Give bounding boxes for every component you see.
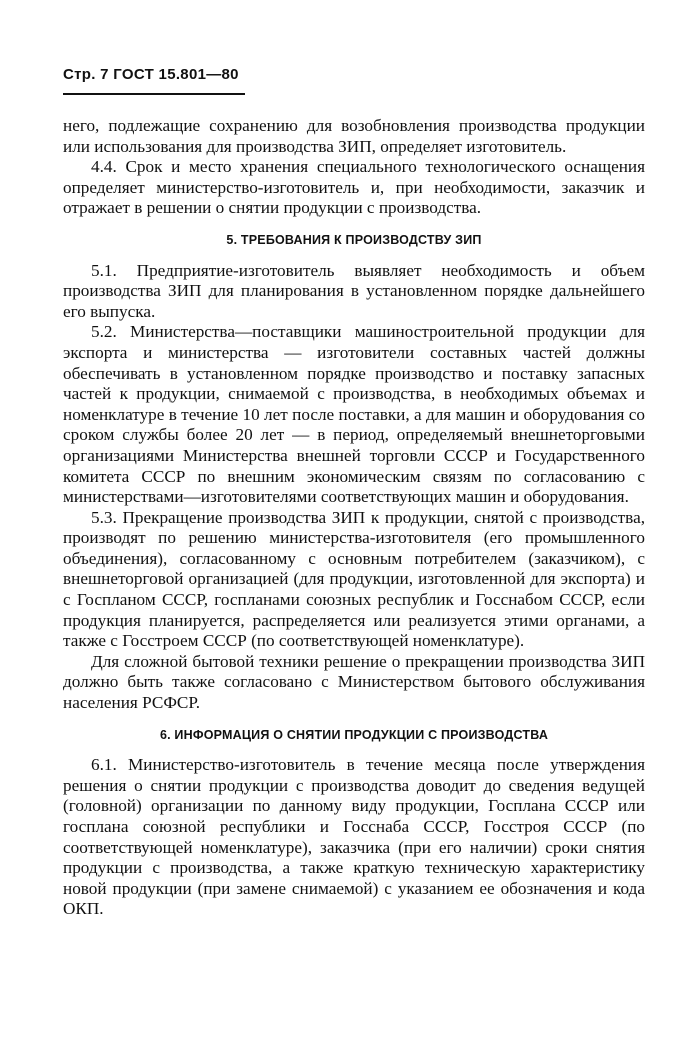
section-5-heading: 5. ТРЕБОВАНИЯ К ПРОИЗВОДСТВУ ЗИП: [226, 232, 482, 247]
paragraph-5-3-note: Для сложной бытовой техники решение о прекращении производства ЗИП должно быть также согласовано с Министерством бытового обслуживания населения РСФСР.: [63, 651, 645, 713]
page-header: Стр. 7 ГОСТ 15.801—80: [63, 66, 239, 83]
paragraph-5-1: 5.1. Предприятие-изготовитель выявляет необходимость и объем производства ЗИП для планирования в установленном порядке дальнейшего его выпуска.: [63, 260, 645, 321]
paragraph-continuation: него, подлежащие сохранению для возобновления производства продукции или использования для производства ЗИП, определяет изготовитель.: [63, 116, 645, 156]
header-rule: [63, 93, 245, 95]
document-body: [63, 116, 645, 920]
paragraph-6-1: 6.1. Министерство-изготовитель в течение месяца после утверждения решения о снятии продукции с производства доводит до сведения ведущей (головной) организации по данному виду продукции, Госплана СССР или госплана союзной республики и Госснаба СССР, Госстроя СССР (по соответствующей номенклатуре), заказчика (при его наличии) сроки снятия продукции с производства, а также краткую техническую характеристику новой продукции (при замене снимаемой) с указанием ее обозначения и кода ОКП.: [63, 755, 645, 919]
paragraph-5-3: 5.3. Прекращение производства ЗИП к продукции, снятой с производства, производят по решению министерства-изготовителя (его промышленного объединения), согласованному с основным потребителем (заказчиком), с внешнеторговой организацией (для продукции, изготовленной для экспорта) и с Госпланом СССР, госпланами союзных республик и Госснабом СССР, если продукция планируется, распределяется или реализуется этими органами, а также с Госстроем СССР (по соответствующей номенклатуре).: [63, 507, 645, 651]
paragraph-5-2: 5.2. Министерства—поставщики машиностроительной продукции для экспорта и министерства — изготовители составных частей должны обеспечивать в установленном порядке производство и поставку запасных частей к продукции, снимаемой с производства, в необходимых объемах и номенклатуре в течение 10 лет после поставки, а для машин и оборудования со сроком службы более 20 лет — в период, определяемый внешнеторговыми организациями Министерства внешней торговли СССР и Государственного комитета СССР по внешним экономическим связям по согласованию с министерствами—изготовителями соответствующих машин и оборудования.: [63, 322, 645, 507]
paragraph-4-4: 4.4. Срок и место хранения специального технологического оснащения определяет министерство-изготовитель и, при необходимости, заказчик и отражает в решении о снятии продукции с производства.: [63, 157, 645, 218]
section-6-heading: 6. ИНФОРМАЦИЯ О СНЯТИИ ПРОДУКЦИИ С ПРОИЗВОДСТВА: [159, 727, 549, 742]
